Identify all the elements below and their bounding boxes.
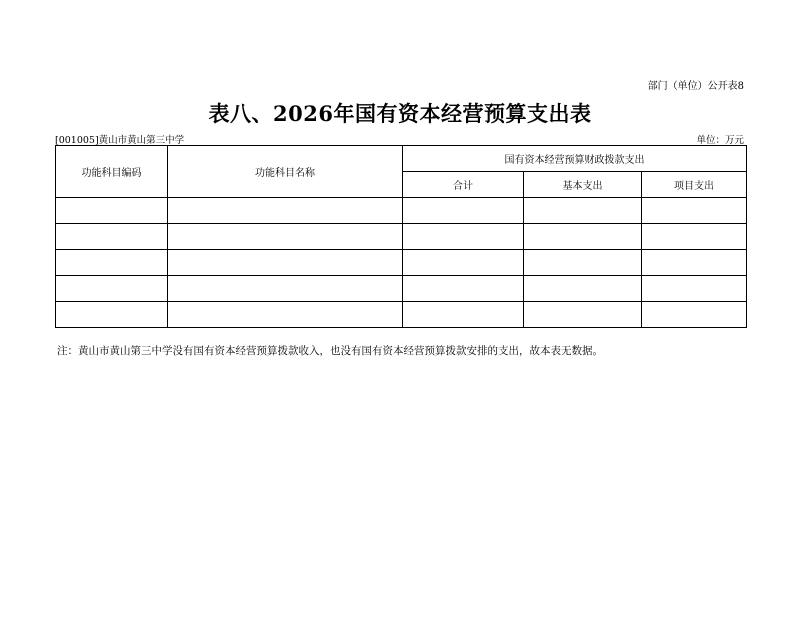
table-cell [168,250,403,276]
table-cell [403,276,524,302]
table-cell [56,250,168,276]
table-row [56,250,747,276]
table-cell [403,198,524,224]
table-cell [524,276,642,302]
header-func-name: 功能科目名称 [168,146,403,198]
table-cell [403,302,524,328]
table-cell [168,224,403,250]
table-row [56,276,747,302]
header-project: 项目支出 [642,172,747,198]
table-cell [642,276,747,302]
table-header-row [56,146,747,172]
table-cell [168,198,403,224]
table-cell [642,198,747,224]
table-row [56,302,747,328]
table-cell [524,302,642,328]
table-row [56,198,747,224]
header-basic: 基本支出 [524,172,642,198]
table-cell [403,250,524,276]
unit-code-label: [001005]黄山市黄山第三中学 [55,135,185,146]
table-cell [56,276,168,302]
header-group: 国有资本经营预算财政拨款支出 [403,146,747,172]
header-func-code: 功能科目编码 [56,146,168,198]
table-cell [524,250,642,276]
form-number-label: 部门（单位）公开表8 [647,81,744,92]
table-cell [403,224,524,250]
page-title: 表八、2026年国有资本经营预算支出表 [208,101,592,126]
table-cell [168,276,403,302]
table-row [56,224,747,250]
table-cell [56,302,168,328]
table-cell [642,250,747,276]
header-total: 合计 [403,172,524,198]
budget-table [55,145,747,328]
table-cell [524,224,642,250]
currency-unit-label: 单位：万元 [696,135,744,146]
table-cell [56,224,168,250]
table-cell [524,198,642,224]
footnote: 注：黄山市黄山第三中学没有国有资本经营预算拨款收入，也没有国有资本经营预算拨款安排的支出，故本表无数据。 [57,345,603,357]
table-cell [168,302,403,328]
table-cell [642,224,747,250]
table-cell [642,302,747,328]
table-cell [56,198,168,224]
